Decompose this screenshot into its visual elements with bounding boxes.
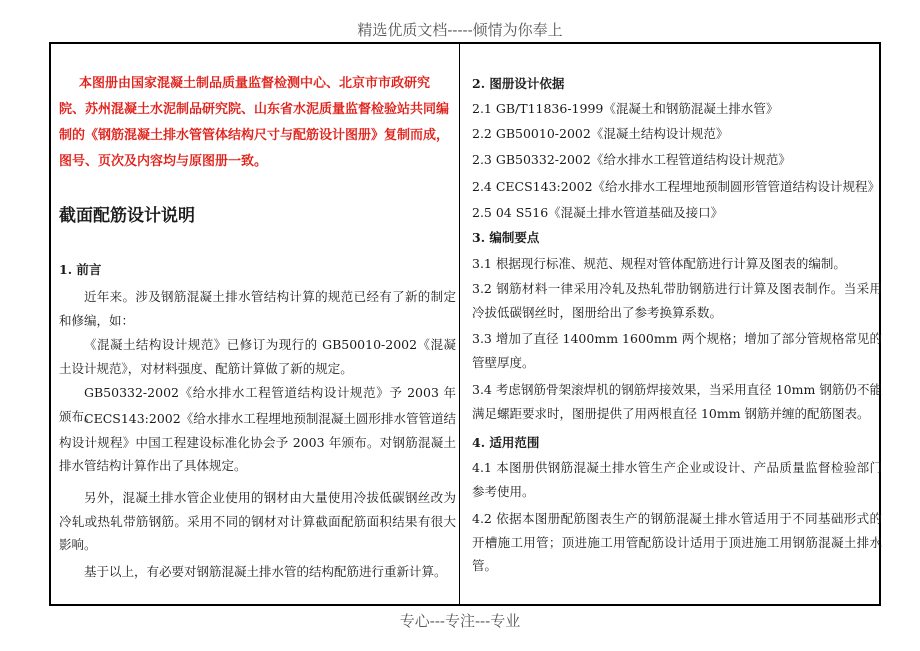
basis-item-2-1: 2.1 GB/T11836-1999《混凝土和钢筋混凝土排水管》 xyxy=(472,101,779,116)
scope-4-1: 4.1 本图册供钢筋混凝土排水管生产企业或设计、产品质量监督检验部门参考使用。 xyxy=(472,460,882,499)
basis-item-2-5: 2.5 04 S516《混凝土排水管道基础及接口》 xyxy=(472,205,724,220)
basis-item-2-3: 2.3 GB50332-2002《给水排水工程管道结构设计规范》 xyxy=(472,152,791,167)
page-footer: 专心---专注---专业 xyxy=(399,612,521,630)
paragraph-4: CECS143:2002《给水排水工程埋地预制混凝土圆形排水管管道结构设计规程》中国工程建设标准化协会予 2003 年颁布。对钢筋混凝土排水管结构计算作出了具体规定。 xyxy=(59,411,456,473)
paragraph-1: 近年来。涉及钢筋混凝土排水管结构计算的规范已经有了新的制定和修编，如： xyxy=(59,289,456,328)
right-column xyxy=(460,44,882,604)
heading-foreword: 1. 前言 xyxy=(59,262,102,277)
scope-4-2: 4.2 依据本图册配筋图表生产的钢筋混凝土排水管适用于不同基础形式的开槽施工用管；顶进施工用管配筋设计适用于顶进施工用钢筋混凝土排水管。 xyxy=(472,511,882,573)
heading-design-basis: 2. 图册设计依据 xyxy=(472,76,565,91)
point-3-2: 3.2 钢筋材料一律采用冷轧及热轧带肋钢筋进行计算及图表制作。当采用冷拔低碳钢丝时，图册给出了参考换算系数。 xyxy=(472,281,882,320)
basis-item-2-2: 2.2 GB50010-2002《混凝土结构设计规范》 xyxy=(472,126,729,141)
left-column xyxy=(51,44,460,604)
point-3-4: 3.4 考虑钢筋骨架滚焊机的钢筋焊接效果，当采用直径 10mm 钢筋仍不能满足螺距要求时，图册提供了用两根直径 10mm 钢筋并缠的配筋图表。 xyxy=(472,382,882,421)
intro-notice: 本图册由国家混凝土制品质量监督检测中心、北京市市政研究院、苏州混凝土水泥制品研究院、山东省水泥质量监督检验站共同编制的《钢筋混凝土排水管管体结构尺寸与配筋设计图册》复制而成，图号、页次及内容均与原图册一致。 xyxy=(59,76,450,169)
point-3-3: 3.3 增加了直径 1400mm 1600mm 两个规格；增加了部分管规格常见的管壁厚度。 xyxy=(472,331,882,370)
paragraph-2: 《混凝土结构设计规范》已修订为现行的 GB50010-2002《混凝土设计规范》，对材料强度、配筋计算做了新的规定。 xyxy=(59,337,456,376)
paragraph-5: 另外，混凝土排水管企业使用的钢材由大量使用冷拔低碳钢丝改为冷轧或热轧带筋钢筋。采用不同的钢材对计算截面配筋面积结果有很大影响。 xyxy=(59,490,456,552)
heading-scope: 4. 适用范围 xyxy=(472,435,540,450)
point-3-1: 3.1 根据现行标准、规范、规程对管体配筋进行计算及图表的编制。 xyxy=(472,256,846,271)
section-title: 截面配筋设计说明 xyxy=(59,206,195,226)
page-header: 精选优质文档-----倾情为你奉上 xyxy=(357,21,563,39)
basis-item-2-4: 2.4 CECS143:2002《给水排水工程埋地预制圆形管管道结构设计规程》 xyxy=(472,179,881,194)
document-frame xyxy=(49,42,881,606)
paragraph-6: 基于以上，有必要对钢筋混凝土排水管的结构配筋进行重新计算。 xyxy=(84,564,447,579)
paragraph-3: GB50332-2002《给水排水工程管道结构设计规范》予 2003 年颁布。 xyxy=(59,385,456,424)
heading-key-points: 3. 编制要点 xyxy=(472,230,540,245)
